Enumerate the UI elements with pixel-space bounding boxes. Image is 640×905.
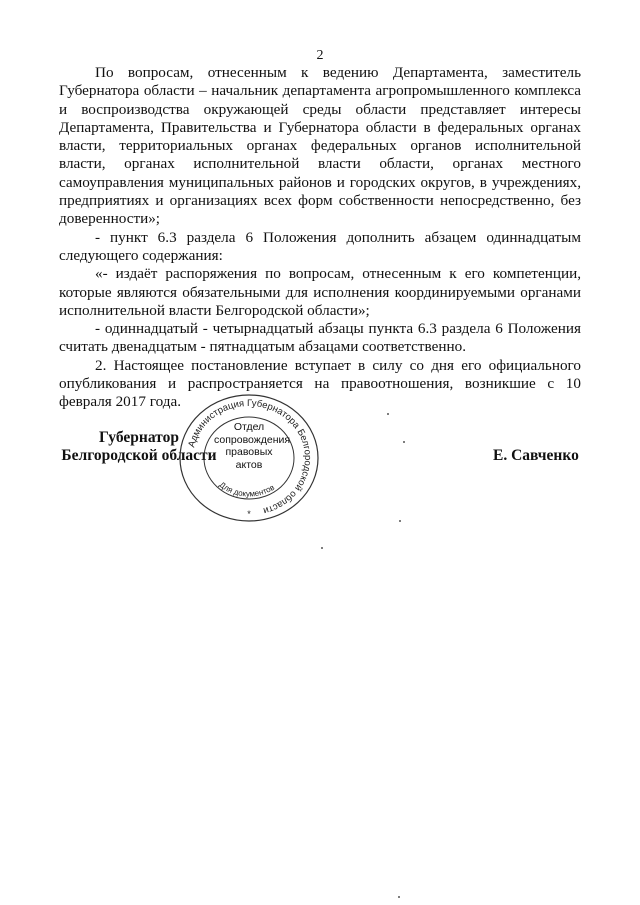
paragraph-2: - пункт 6.3 раздела 6 Положения дополнить абзацем одиннадцатым следующего содержания: xyxy=(59,228,581,264)
stamp-center-text xyxy=(214,421,291,493)
page-number: 2 xyxy=(316,48,324,63)
signatory-name: Е. Савченко xyxy=(493,447,579,464)
stamp-center-line1: Отдел xyxy=(233,421,265,433)
scan-speck xyxy=(399,520,401,522)
stamp-star: * xyxy=(247,509,251,519)
scan-speck xyxy=(403,441,405,443)
stamp-ring-text: Администрация Губернатора Белгородской области xyxy=(186,397,314,517)
stamp-center-line4: актов xyxy=(235,458,263,471)
paragraph-3: «- издаёт распоряжения по вопросам, отнесенным к его компетенции, которые являются обязательными для исполнения координируемыми органами исполнительной власти Белгородской области»; xyxy=(59,265,581,319)
paragraph-4: - одиннадцатый - четырнадцатый абзацы пункта 6.3 раздела 6 Положения считать двенадцатым - пятнадцатым абзацами соответственно. xyxy=(59,320,581,356)
document-body xyxy=(59,64,581,412)
signatory-title-line2: Белгородской области xyxy=(61,447,217,464)
signatory-title-line1: Губернатор xyxy=(99,429,179,446)
scan-speck xyxy=(398,896,400,898)
stamp-center-line2: сопровождения xyxy=(214,433,291,446)
scan-speck xyxy=(387,413,389,415)
stamp-center-line3: правовых xyxy=(225,446,273,459)
paragraph-1: По вопросам, отнесенным к ведению Департамента, заместитель Губернатора области – начальник департамента агропромышленного комплекса и воспроизводства окружающей среды области представляет интересы Департамента, Правительства и Губернатора области в федеральных органах власти, территориальных органах федеральных органов исполнительной власти, органах исполнительной власти области, органах местного самоуправления муниципальных районов и городских округов, в учреждениях, предприятиях и организациях всех форм собственности непосредственно, без доверенности»; xyxy=(59,64,581,228)
scan-speck xyxy=(321,547,323,549)
paragraph-5: 2. Настоящее постановление вступает в силу со дня его официального опубликования и распространяется на правоотношения, возникшие с 10 февраля 2017 года. xyxy=(59,356,581,411)
stamp-bottom-text: Для документов xyxy=(217,480,277,499)
official-stamp xyxy=(178,393,320,523)
